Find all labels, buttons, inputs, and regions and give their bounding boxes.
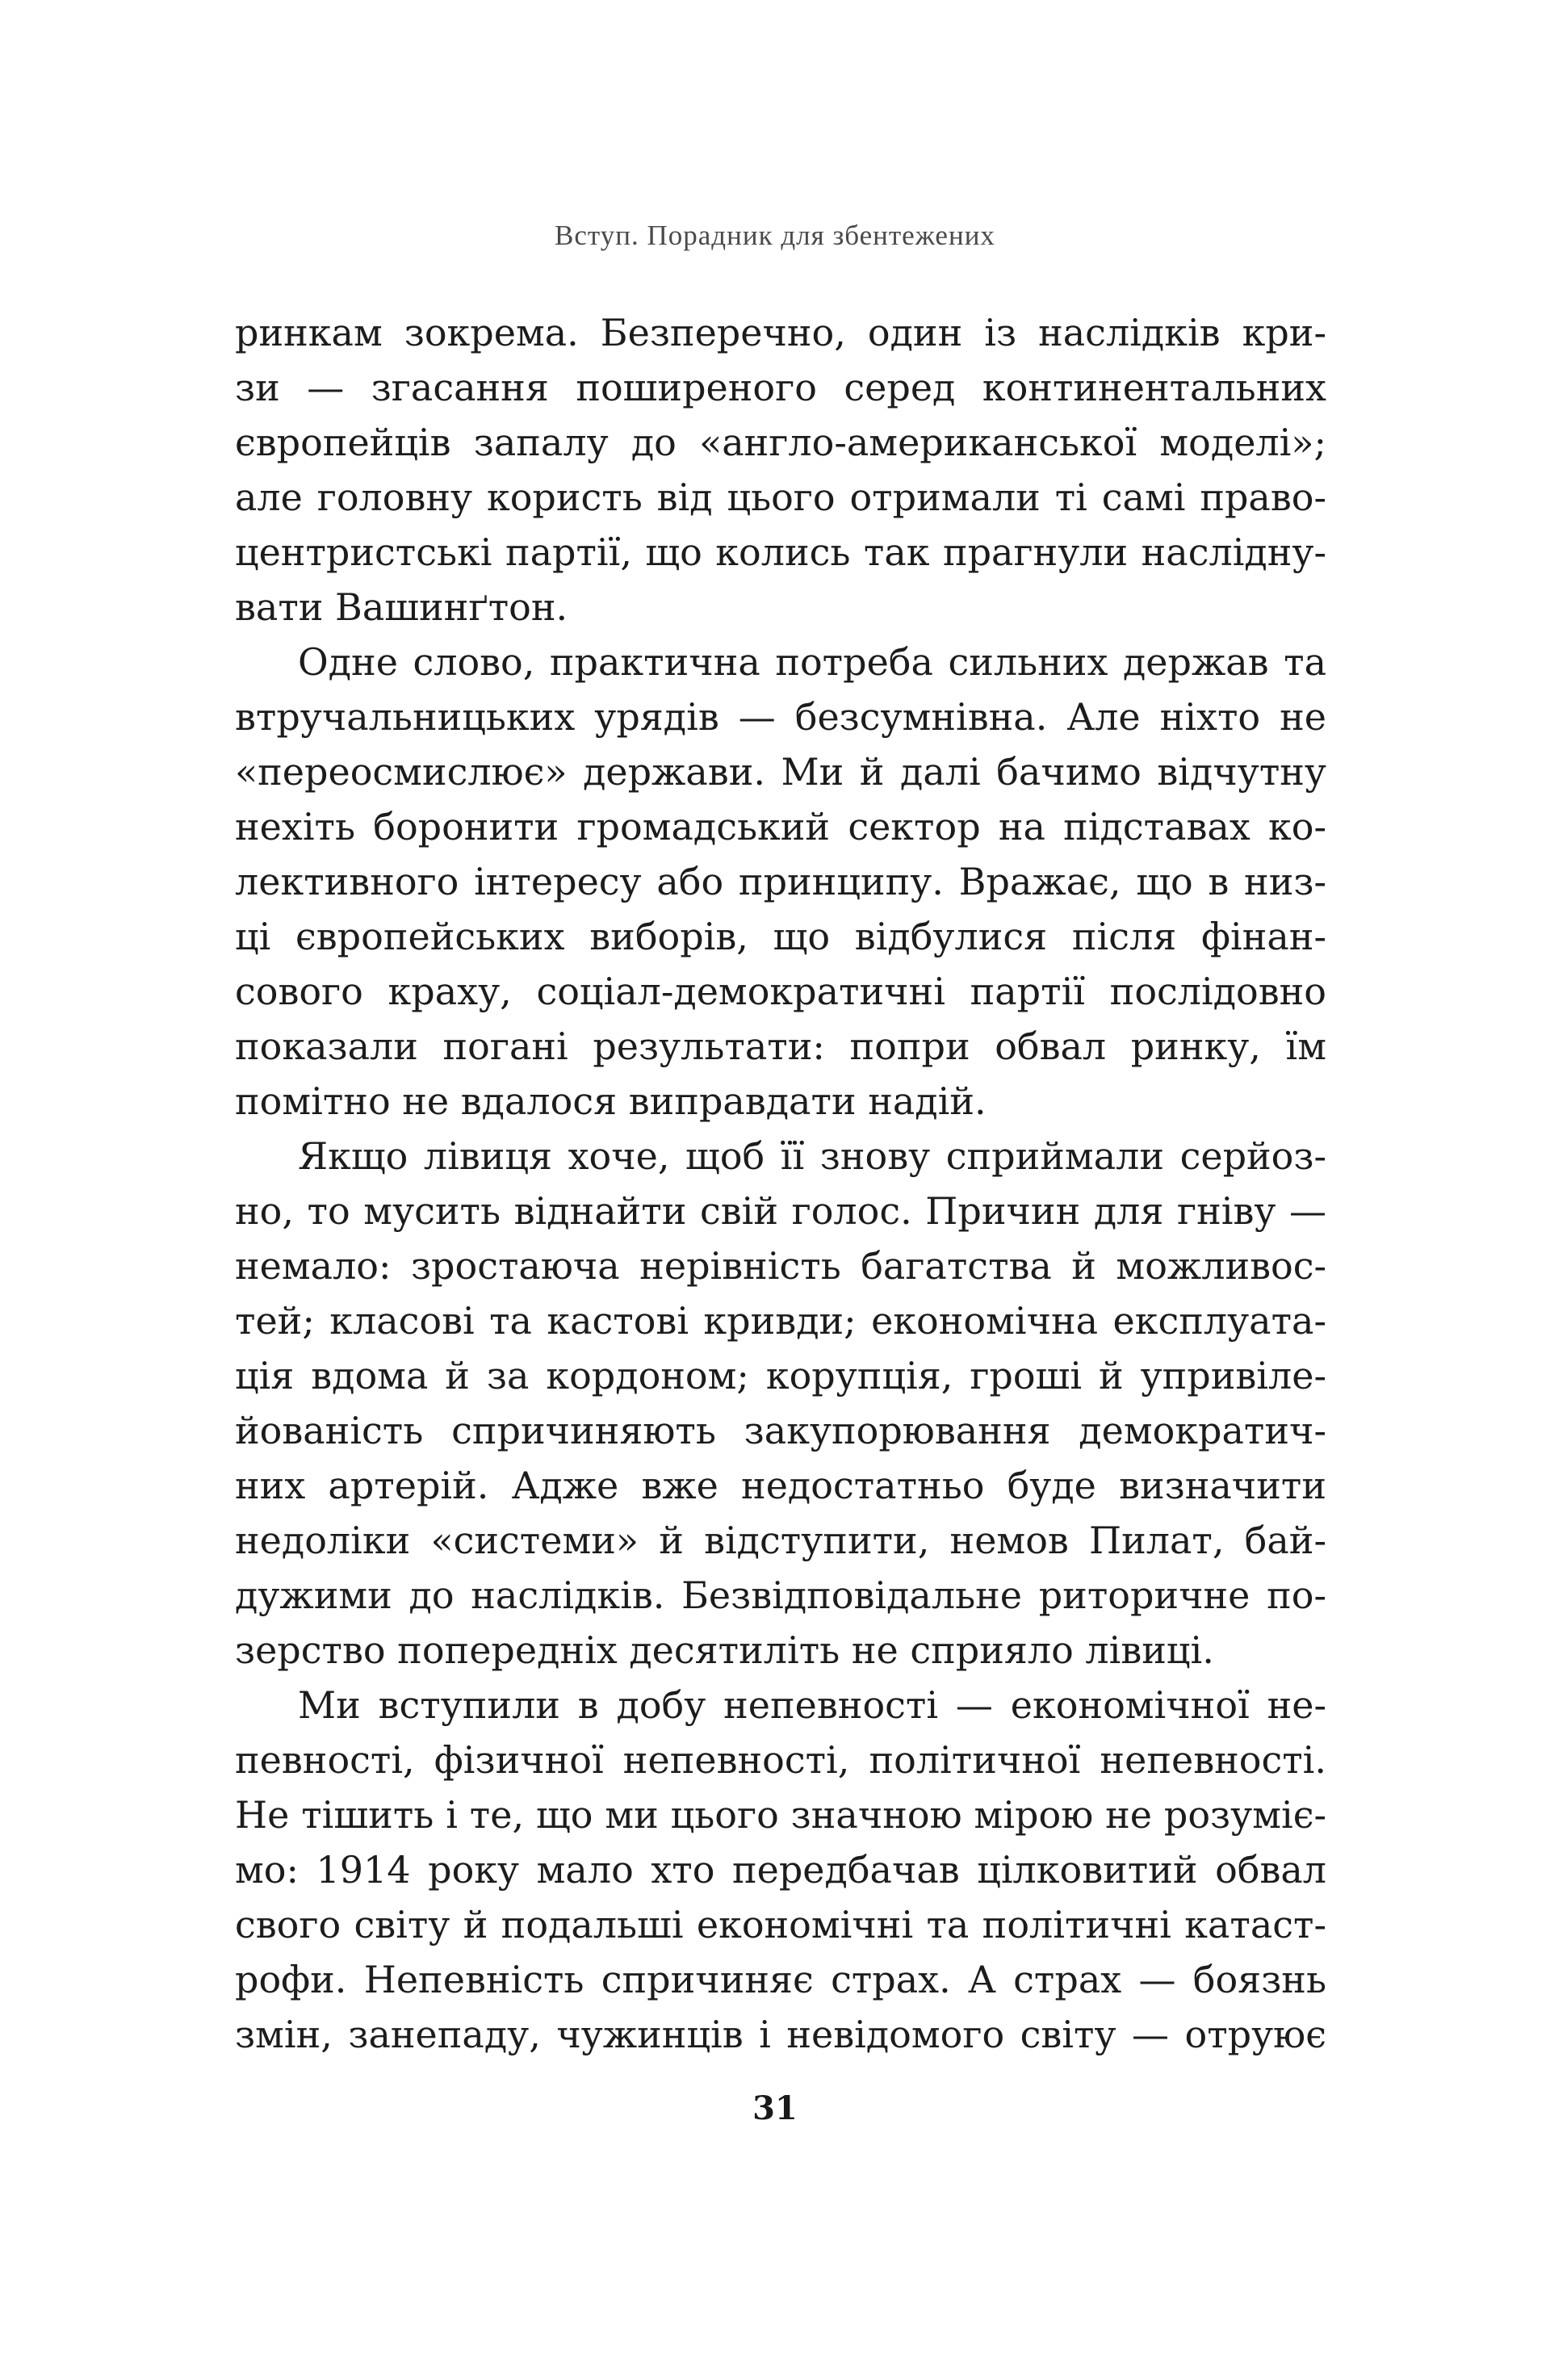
- text-line: ці європейських виборів, що відбулися після фінан-: [235, 915, 1326, 958]
- text-line: нехіть боронити громадський сектор на підставах ко-: [235, 805, 1326, 849]
- text-line: але головну користь від цього отримали ті самі право-: [235, 476, 1326, 519]
- text-line: дужими до наслідків. Безвідповідальне риторичне по-: [235, 1573, 1326, 1617]
- text-line: сового краху, соціал-демократичні партії послідовно: [235, 970, 1326, 1013]
- body-text: [235, 305, 1326, 2062]
- text-line: змін, занепаду, чужинців і невідомого світу — отруює: [235, 2013, 1326, 2056]
- text-line: Не тішить і те, що ми цього значною мірою не розуміє-: [235, 1793, 1326, 1837]
- text-line: «переосмислює» держави. Ми й далі бачимо відчутну: [235, 750, 1326, 794]
- text-line: лективного інтересу або принципу. Вражає, що в низ-: [235, 860, 1326, 903]
- text-line: зи — згасання поширеного серед континентальних: [235, 366, 1326, 409]
- text-line: зерство попередніх десятиліть не сприяло лівиці.: [235, 1628, 1214, 1672]
- text-line: тей; класові та кастові кривди; економічна експлуата-: [235, 1299, 1326, 1343]
- text-line: помітно не вдалося виправдати надій.: [235, 1079, 987, 1123]
- text-line: центристські партії, що колись так прагнули наслідну-: [235, 530, 1326, 574]
- text-line: них артерій. Адже вже недостатньо буде визначити: [235, 1464, 1326, 1507]
- text-line: європейців запалу до «англо-американської моделі»;: [235, 421, 1326, 464]
- page-number: 31: [752, 2089, 798, 2127]
- text-line: втручальницьких урядів — безсумнівна. Але ніхто не: [235, 695, 1326, 739]
- paragraph-first-line: Одне слово, практична потреба сильних держав та: [298, 640, 1326, 684]
- text-line: недоліки «системи» й відступити, немов Пилат, бай-: [235, 1519, 1326, 1562]
- text-line: немало: зростаюча нерівність багатства й можливос-: [235, 1244, 1326, 1288]
- paragraph-first-line: Ми вступили в добу непевності — економічної не-: [298, 1683, 1326, 1727]
- text-line: мо: 1914 року мало хто передбачав цілковитий обвал: [235, 1848, 1326, 1892]
- text-line: йованість спричиняють закупорювання демократич-: [235, 1409, 1326, 1452]
- text-line: ція вдома й за кордоном; корупція, гроші й упривіле-: [235, 1354, 1326, 1397]
- text-line: вати Вашинґтон.: [235, 585, 568, 629]
- text-line: певності, фізичної непевності, політичної непевності.: [235, 1738, 1326, 1782]
- paragraph-first-line: Якщо лівиця хоче, щоб її знову сприймали серйоз-: [298, 1134, 1326, 1178]
- text-line: показали погані результати: попри обвал ринку, їм: [235, 1024, 1326, 1068]
- text-line: рофи. Непевність спричиняє страх. А страх — боязнь: [235, 1958, 1326, 2001]
- running-head: Вступ. Порадник для збентежених: [555, 220, 995, 251]
- text-line: свого світу й подальші економічні та політичні катаст-: [235, 1903, 1326, 1946]
- text-line: ринкам зокрема. Безперечно, один із наслідків кри-: [235, 311, 1326, 354]
- text-line: но, то мусить віднайти свій голос. Причин для гніву —: [235, 1189, 1326, 1233]
